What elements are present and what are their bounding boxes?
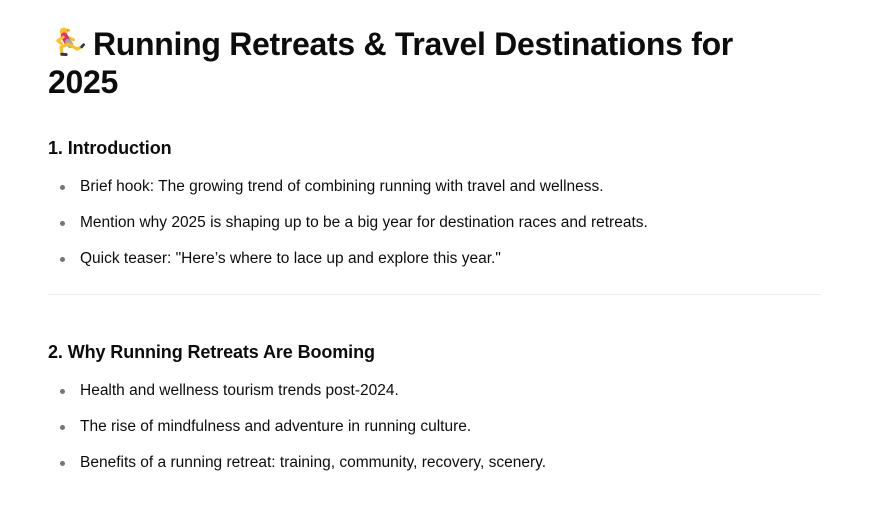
section-heading: 1. Introduction xyxy=(48,138,172,158)
list-item-text: Brief hook: The growing trend of combining running with travel and wellness. xyxy=(80,178,604,195)
list-item xyxy=(48,249,821,269)
bullet-icon xyxy=(60,257,65,262)
bullet-icon xyxy=(60,389,65,394)
bullet-icon xyxy=(60,425,65,430)
bullet-list xyxy=(48,381,821,473)
list-item-text: Mention why 2025 is shaping up to be a big year for destination races and retreats. xyxy=(80,214,648,231)
section-introduction xyxy=(48,137,821,269)
page-title xyxy=(48,25,796,101)
bullet-icon xyxy=(60,185,65,190)
runner-emoji-icon xyxy=(48,26,85,59)
list-item xyxy=(48,453,821,473)
list-item-text: Quick teaser: "Here’s where to lace up and explore this year." xyxy=(80,250,501,267)
bullet-list xyxy=(48,177,821,269)
list-item-text: The rise of mindfulness and adventure in running culture. xyxy=(80,418,472,435)
list-item xyxy=(48,213,821,233)
section-divider xyxy=(48,294,821,295)
bullet-icon xyxy=(60,221,65,226)
list-item xyxy=(48,417,821,437)
bullet-icon xyxy=(60,461,65,466)
list-item-text: Health and wellness tourism trends post-2024. xyxy=(80,382,399,399)
list-item xyxy=(48,381,821,401)
section-why-booming xyxy=(48,341,821,473)
section-heading: 2. Why Running Retreats Are Booming xyxy=(48,342,375,362)
page-title-text: Running Retreats & Travel Destinations for 2025 xyxy=(48,26,733,100)
list-item-text: Benefits of a running retreat: training, community, recovery, scenery. xyxy=(80,454,547,471)
list-item xyxy=(48,177,821,197)
